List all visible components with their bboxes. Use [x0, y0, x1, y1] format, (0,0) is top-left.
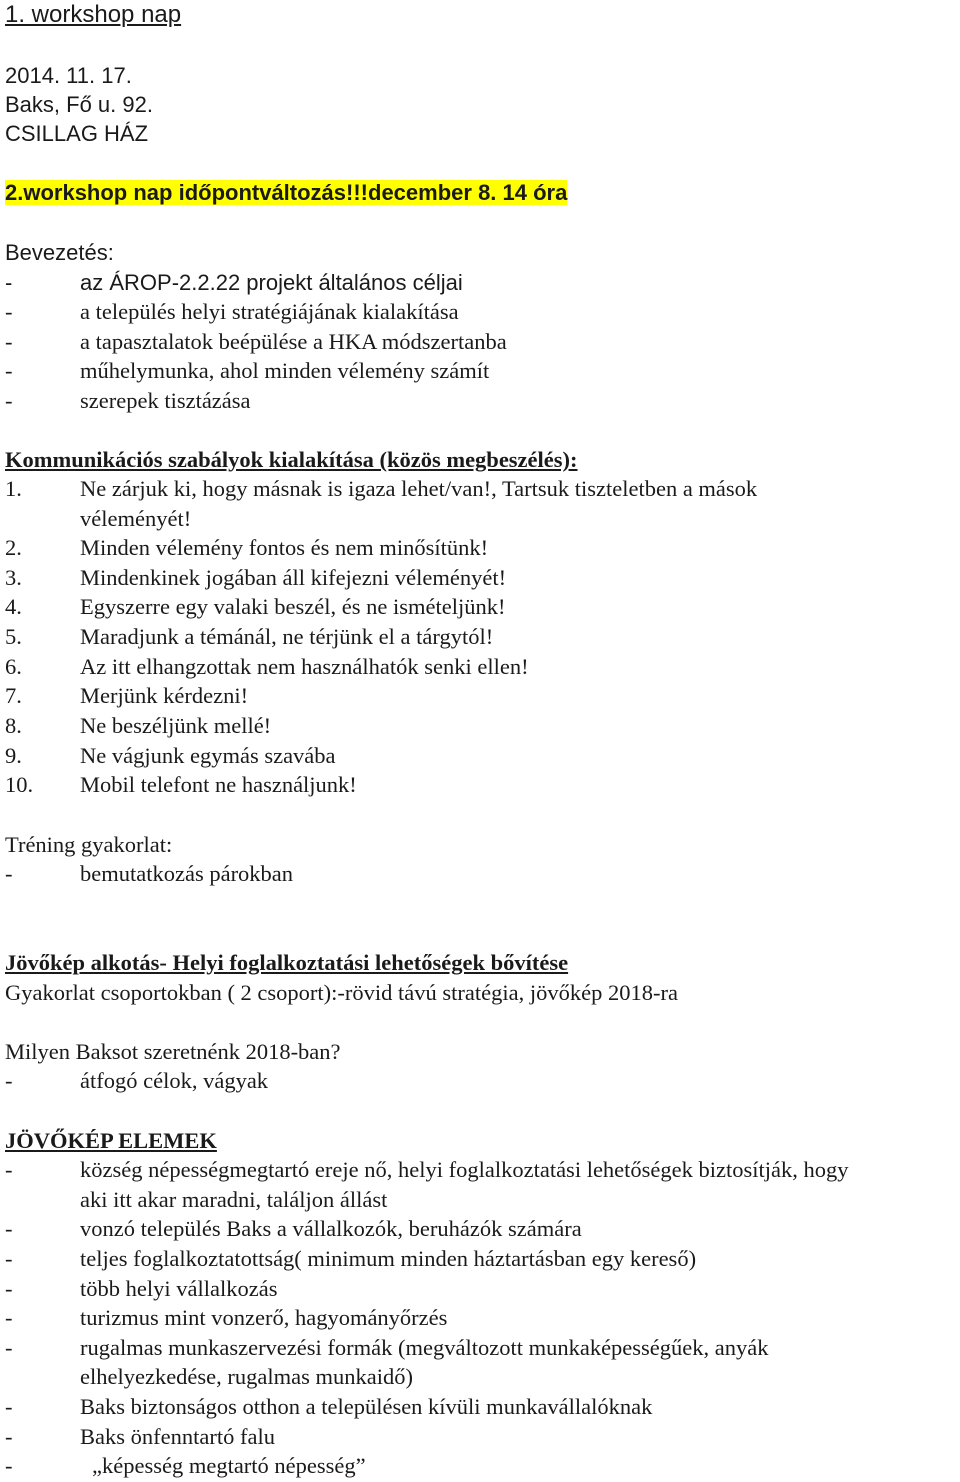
- rule-text: Merjünk kérdezni!: [80, 683, 249, 708]
- bullet-dash: -: [5, 299, 13, 324]
- intro-heading: Bevezetés:: [5, 240, 114, 265]
- event-venue: CSILLAG HÁZ: [5, 121, 149, 146]
- rule-number: 2.: [5, 535, 22, 560]
- rule-number: 8.: [5, 713, 22, 738]
- bullet-dash: -: [5, 1068, 13, 1093]
- bullet-dash: -: [5, 388, 13, 413]
- element-item-text: rugalmas munkaszervezési formák (megváltozott munkaképességűek, anyák: [80, 1335, 769, 1360]
- vision-subtitle: Gyakorlat csoportokban ( 2 csoport):-rövid távú stratégia, jövőkép 2018-ra: [5, 980, 678, 1005]
- rule-text: Ne beszéljünk mellé!: [80, 713, 272, 738]
- element-item-text: község népességmegtartó ereje nő, helyi foglalkoztatási lehetőségek biztosítják, hogy: [80, 1157, 849, 1182]
- rule-text: Ne zárjuk ki, hogy másnak is igaza lehet/van!, Tartsuk tiszteletben a mások: [80, 476, 758, 501]
- rule-text: Az itt elhangzottak nem használhatók senki ellen!: [80, 654, 529, 679]
- bullet-dash: -: [5, 1276, 13, 1301]
- rule-number: 6.: [5, 654, 22, 679]
- bullet-dash: -: [5, 270, 13, 295]
- element-item-text: több helyi vállalkozás: [80, 1276, 278, 1301]
- element-item-text-continued: elhelyezkedése, rugalmas munkaidő): [80, 1364, 413, 1389]
- training-item-text: bemutatkozás párokban: [80, 861, 294, 886]
- rules-heading: Kommunikációs szabályok kialakítása (közös megbeszélés):: [5, 447, 578, 472]
- intro-item-text: szerepek tisztázása: [80, 388, 251, 413]
- schedule-change-notice: [5, 178, 567, 208]
- rule-text-continued: véleményét!: [80, 506, 192, 531]
- rule-text: Ne vágjunk egymás szavába: [80, 743, 336, 768]
- rule-number: 4.: [5, 594, 22, 619]
- bullet-dash: -: [5, 329, 13, 354]
- element-item-text: Baks önfenntartó falu: [80, 1424, 275, 1449]
- intro-item-text: a tapasztalatok beépülése a HKA módszertanba: [80, 329, 507, 354]
- element-item-text: Baks biztonságos otthon a településen kívüli munkavállalóknak: [80, 1394, 653, 1419]
- rule-number: 9.: [5, 743, 22, 768]
- bullet-dash: -: [5, 1246, 13, 1271]
- rule-text: Mobil telefont ne használjunk!: [80, 772, 357, 797]
- rule-text: Mindenkinek jogában áll kifejezni véleményét!: [80, 565, 507, 590]
- elements-heading: JÖVŐKÉP ELEMEK: [5, 1128, 217, 1153]
- vision-heading: Jövőkép alkotás- Helyi foglalkoztatási lehetőségek bővítése: [5, 950, 569, 975]
- bullet-dash: -: [5, 1453, 13, 1478]
- rule-number: 5.: [5, 624, 22, 649]
- intro-item-text: a település helyi stratégiájának kialakítása: [80, 299, 459, 324]
- bullet-dash: -: [5, 1216, 13, 1241]
- intro-item-text: műhelymunka, ahol minden vélemény számít: [80, 358, 490, 383]
- bullet-dash: -: [5, 1305, 13, 1330]
- bullet-dash: -: [5, 1424, 13, 1449]
- event-address: Baks, Fő u. 92.: [5, 92, 153, 117]
- vision-question: Milyen Baksot szeretnénk 2018-ban?: [5, 1039, 341, 1064]
- bullet-dash: -: [5, 358, 13, 383]
- rule-text: Minden vélemény fontos és nem minősítünk!: [80, 535, 489, 560]
- highlighted-notice-text: 2.workshop nap időpontváltozás!!!december 8. 14 óra: [5, 180, 568, 205]
- element-item-text: turizmus mint vonzerő, hagyományőrzés: [80, 1305, 448, 1330]
- rule-number: 7.: [5, 683, 22, 708]
- bullet-dash: -: [5, 861, 13, 886]
- bullet-dash: -: [5, 1394, 13, 1419]
- event-date: 2014. 11. 17.: [5, 63, 132, 88]
- rule-text: Maradjunk a témánál, ne térjünk el a tárgytól!: [80, 624, 494, 649]
- page-title: 1. workshop nap: [5, 1, 182, 28]
- element-item-text: teljes foglalkoztatottság( minimum minden háztartásban egy kereső): [80, 1246, 697, 1271]
- rule-text: Egyszerre egy valaki beszél, és ne ismételjünk!: [80, 594, 506, 619]
- bullet-dash: -: [5, 1157, 13, 1182]
- rule-number: 10.: [5, 772, 34, 797]
- element-item-text-continued: aki itt akar maradni, találjon állást: [80, 1187, 388, 1212]
- intro-item-text: az ÁROP-2.2.22 projekt általános céljai: [80, 270, 463, 295]
- vision-question-item-text: átfogó célok, vágyak: [80, 1068, 269, 1093]
- element-item-text: „képesség megtartó népesség”: [92, 1453, 366, 1478]
- bullet-dash: -: [5, 1335, 13, 1360]
- element-item-text: vonzó település Baks a vállalkozók, beruházók számára: [80, 1216, 582, 1241]
- rule-number: 1.: [5, 476, 22, 501]
- training-heading: Tréning gyakorlat:: [5, 832, 173, 857]
- rule-number: 3.: [5, 565, 22, 590]
